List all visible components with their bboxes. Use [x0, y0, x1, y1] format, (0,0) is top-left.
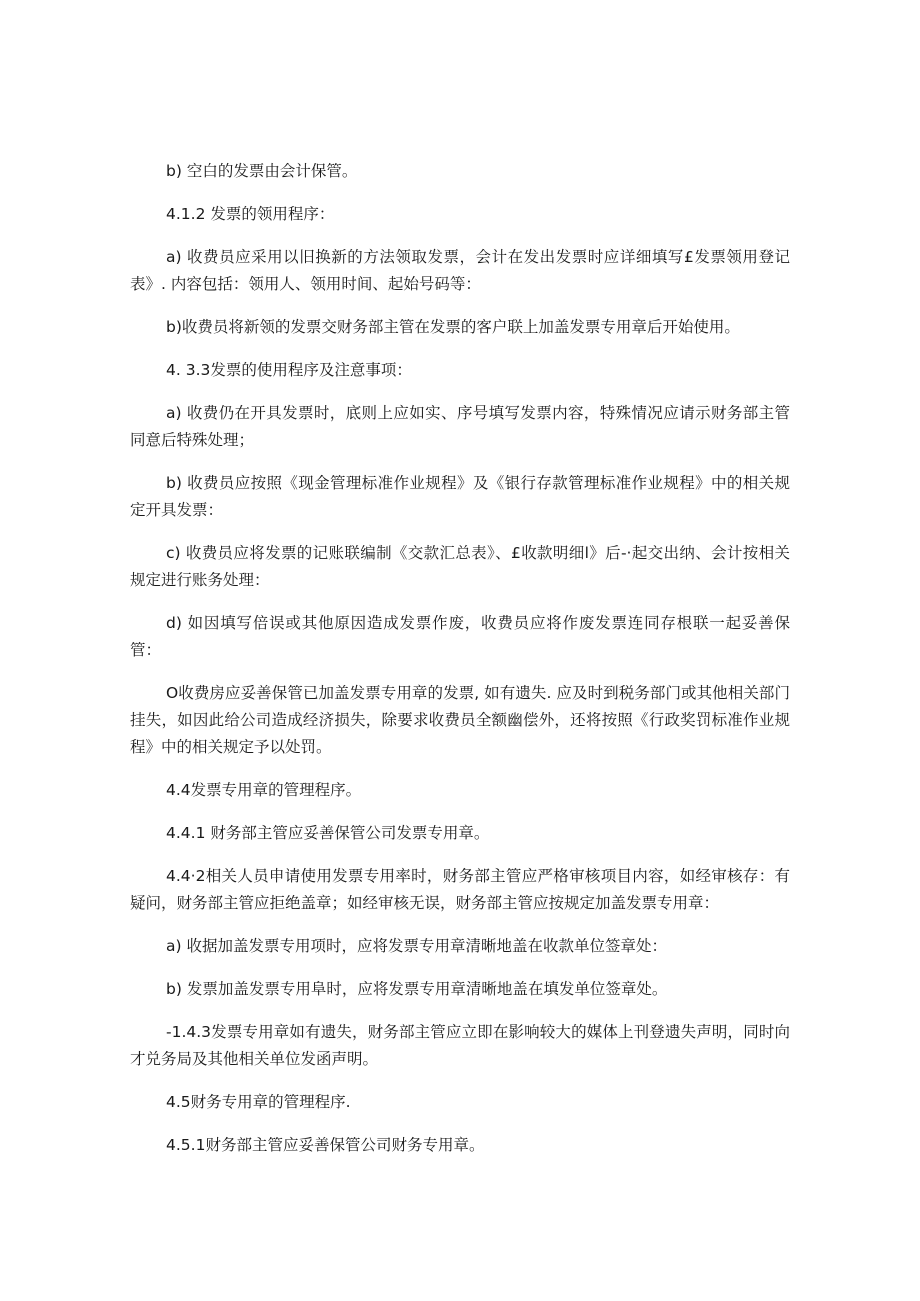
paragraph-b-rules: b) 收费员应按照《现金管理标准作业规程》及《银行存款管理标准作业规程》中的相关规定开具发票： [130, 474, 790, 519]
paragraph-4-4-3: -1.4.3发票专用章如有遗失，财务部主管应立即在影响较大的媒体上刊登遗失声明，同时向才兑务局及其他相关单位发函声明。 [130, 1023, 790, 1068]
heading-4-4-1: 4.4.1 财务部主管应妥善保管公司发票专用章。 [166, 824, 490, 842]
paragraph-4-4-2: 4.4·2相关人员申请使用发票专用率时，财务部主管应严格审核项目内容，如经审核存：有疑问，财务部主管应拒绝盖章；如经审核无误，财务部主管应按规定加盖发票专用章： [130, 867, 790, 912]
paragraph-a-collect: a) 收费员应采用以旧换新的方法领取发票，会计在发出发票时应详细填写£发票领用登记表》. 内容包括：领用人、领用时间、起始号码等： [130, 248, 790, 293]
heading-4-5: 4.5财务专用章的管理程序. [166, 1093, 351, 1111]
paragraph-a-receipt-seal: a) 收据加盖发票专用项时，应将发票专用章清晰地盖在收款单位签章处： [166, 937, 667, 955]
paragraph-b-blank-invoice: b) 空白的发票由会计保管。 [166, 162, 358, 180]
paragraph-a-issue: a) 收费仍在开具发票时，底则上应如实、序号填写发票内容，特殊情况应请示财务部主管同意后特殊处理； [130, 404, 790, 449]
paragraph-o-loss: O收费房应妥善保管已加盖发票专用章的发票, 如有遗失. 应及时到税务部门或其他相关部门挂失，如因此给公司造成经济损失，除要求收费员全额幽偿外，还将按照《行政奖罚标准作业规程》中的相关规定予以处罚。 [130, 684, 790, 756]
paragraph-b-new-invoice: b)收费员将新领的发票交财务部主管在发票的客户联上加盖发票专用章后开始使用。 [166, 318, 740, 336]
paragraph-d-void: d) 如因填写倍误或其他原因造成发票作废，收费员应将作废发票连同存根联一起妥善保管： [130, 614, 790, 659]
document-body [130, 158, 790, 1175]
heading-4-3-3: 4. 3.3发票的使用程序及注意事项： [166, 361, 412, 379]
paragraph-b-invoice-seal: b) 发票加盖发票专用阜时，应将发票专用章清晰地盖在填发单位签章处。 [166, 980, 668, 998]
heading-4-4: 4.4发票专用章的管理程序。 [166, 781, 362, 799]
paragraph-c-accounting: c) 收费员应将发票的记账联编制《交款汇总表》、£收款明细l》后-·起交出纳、会计按相关规定进行账务处理： [130, 544, 790, 589]
heading-4-1-2: 4.1.2 发票的领用程序： [166, 205, 335, 223]
paragraph-4-5-1: 4.5.1财务部主管应妥善保管公司财务专用章。 [166, 1136, 485, 1154]
